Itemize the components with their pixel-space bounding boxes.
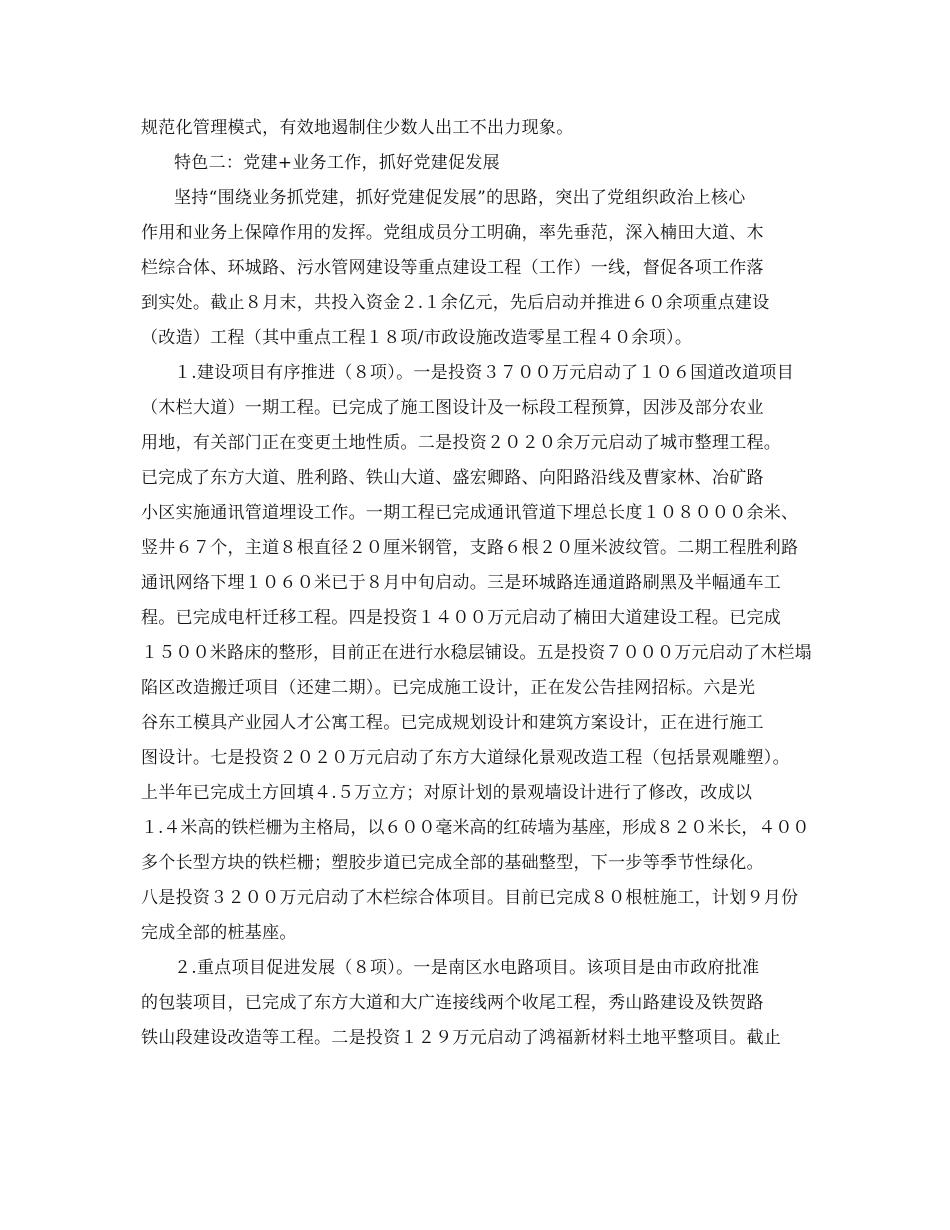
paragraph-line: （改造）工程（其中重点工程１８项/市政设施改造零星工程４０余项）。 [141,328,693,348]
paragraph-line: 程。已完成电杆迁移工程。四是投资１４００万元启动了楠田大道建设工程。已完成 [141,608,782,628]
paragraph-line: 用地，有关部门正在变更土地性质。二是投资２０２０余万元启动了城市整理工程。 [141,433,782,453]
paragraph-line: 铁山段建设改造等工程。二是投资１２９万元启动了鸿福新材料土地平整项目。截止 [141,1028,782,1048]
paragraph-line: 八是投资３２００万元启动了木栏综合体项目。目前已完成８０根桩施工，计划９月份 [141,888,799,908]
section-heading: 特色二：党建+业务工作，抓好党建促发展 [174,153,500,173]
paragraph-line: 作用和业务上保障作用的发挥。党组成员分工明确，率先垂范，深入楠田大道、木 [141,223,764,243]
paragraph-line: 小区实施通讯管道埋设工作。一期工程已完成通讯管道下埋总长度１０８０００余米、 [141,503,799,523]
paragraph-line: 图设计。七是投资２０２０万元启动了东方大道绿化景观改造工程（包括景观雕塑）。 [141,748,790,768]
paragraph-line: 陷区改造搬迁项目（还建二期）。已完成施工设计，正在发公告挂网招标。六是光 [141,678,756,698]
paragraph-line: 栏综合体、环城路、污水管网建设等重点建设工程（工作）一线，督促各项工作落 [141,258,764,278]
paragraph-line: １.４米高的铁栏栅为主格局，以６００毫米高的红砖墙为基座，形成８２０米长，４００ [141,818,810,838]
paragraph-line: 通讯网络下埋１０６０米已于８月中旬启动。三是环城路连通道路刷黑及半幅通车工 [141,573,782,593]
paragraph-line: 已完成了东方大道、胜利路、铁山大道、盛宏卿路、向阳路沿线及曹家林、冶矿路 [141,468,764,488]
paragraph-line: 到实处。截止８月末，共投入资金２.１余亿元，先后启动并推进６０余项重点建设 [141,293,770,313]
paragraph-line: １５００米路床的整形，目前正在进行水稳层铺设。五是投资７０００万元启动了木栏塌 [141,643,812,663]
paragraph-line: 坚持“围绕业务抓党建，抓好党建促发展”的思路，突出了党组织政治上核心 [174,188,746,208]
paragraph-line: 竖井６７个，主道８根直径２０厘米钢管，支路６根２０厘米波纹管。二期工程胜利路 [141,538,799,558]
paragraph-line: １.建设项目有序推进（８项）。一是投资３７００万元启动了１０６国道改道项目 [174,363,795,383]
paragraph-line: 多个长型方块的铁栏栅；塑胶步道已完成全部的基础整型，下一步等季节性绿化。 [141,853,764,873]
paragraph-line: 完成全部的桩基座。 [141,923,297,943]
paragraph-line: （木栏大道）一期工程。已完成了施工图设计及一标段工程预算，因涉及部分农业 [141,398,764,418]
paragraph-line: ２.重点项目促进发展（８项）。一是南区水电路项目。该项目是由市政府批准 [174,958,760,978]
paragraph-line: 谷东工模具产业园人才公寓工程。已完成规划设计和建筑方案设计，正在进行施工 [141,713,764,733]
paragraph-line: 规范化管理模式，有效地遏制住少数人出工不出力现象。 [141,118,574,138]
paragraph-line: 的包装项目，已完成了东方大道和大广连接线两个收尾工程，秀山路建设及铁贺路 [141,993,764,1013]
paragraph-line: 上半年已完成土方回填４.５万立方；对原计划的景观墙设计进行了修改，改成以 [141,783,753,803]
